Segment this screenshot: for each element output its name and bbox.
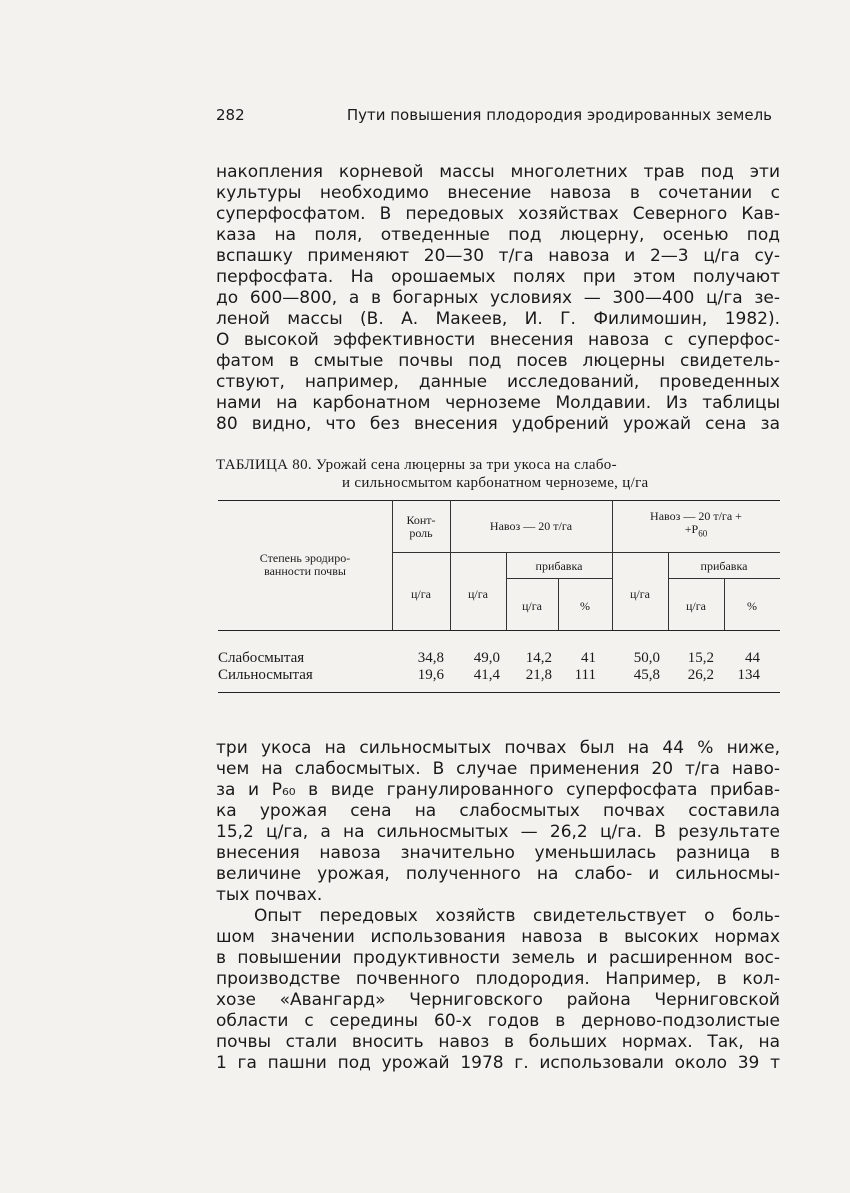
unit-manure-yield: ц/га	[467, 587, 488, 601]
header-control-line: Конт-	[406, 513, 436, 527]
unit-manure-p-yield: ц/га	[629, 587, 650, 601]
header-control-line: роль	[409, 526, 433, 540]
caption-line-2: и сильносмытом карбонатном черноземе, ц/га	[342, 475, 649, 491]
text-line: 1 га пашни под урожай 1978 г. использовали около 39 т	[216, 1053, 780, 1073]
text-line: величине урожая, полученного на слабо- и сильносмы-	[216, 864, 780, 884]
cell-manure-p-pct: 134	[737, 667, 760, 683]
cell-manure-inc: 14,2	[525, 650, 552, 666]
page-header	[216, 106, 772, 130]
text-line: области с середины 60-х годов в дерново-подзолистые	[216, 1011, 780, 1031]
unit-manure-p-pct: %	[747, 599, 757, 613]
text-line: леной массы (В. А. Макеев, И. Г. Филимошин, 1982).	[216, 309, 780, 329]
cell-manure-pct: 111	[574, 667, 596, 683]
data-table	[218, 500, 780, 700]
subhead-increase-1: прибавка	[535, 559, 583, 573]
header-divider	[506, 578, 612, 579]
text-line: ствуют, например, данные исследований, проведенных	[216, 372, 780, 392]
cell-manure-yield: 41,4	[473, 667, 500, 683]
header-manure-p-line: Навоз — 20 т/га +	[650, 509, 742, 523]
text-line: почвы стали вносить навоз в больших нормах. Так, на	[216, 1032, 780, 1052]
text-line: в повышении продуктивности земель и расширенном вос-	[216, 948, 780, 968]
unit-manure-inc: ц/га	[521, 599, 542, 613]
text-line: перфосфата. На орошаемых полях при этом получают	[216, 267, 780, 287]
text-line: хозе «Авангард» Черниговского района Черниговской	[216, 990, 780, 1010]
cell-manure-p-pct: 44	[745, 650, 760, 666]
text-line: ка урожая сена на слабосмытых почвах составила	[216, 801, 780, 821]
unit-manure-pct: %	[580, 599, 590, 613]
text-line: каза на поля, отведенные под люцерну, осенью под	[216, 225, 780, 245]
table-header-rule	[218, 630, 780, 631]
header-divider	[668, 578, 780, 579]
paragraph-3	[216, 906, 780, 1074]
header-manure: Навоз — 20 т/га	[489, 519, 573, 533]
cell-control: 34,8	[417, 650, 444, 666]
header-manure-p	[612, 510, 780, 540]
row-name: Сильносмытая	[218, 667, 313, 683]
cell-manure-p-inc: 15,2	[687, 650, 714, 666]
text-line: три укоса на сильносмытых почвах был на 44 % ниже,	[216, 738, 780, 758]
text-line: шом значении использования навоза в высоких нормах	[216, 927, 780, 947]
cell-manure-yield: 49,0	[473, 650, 500, 666]
cell-manure-p-yield: 45,8	[633, 667, 660, 683]
page-number: 282	[216, 106, 245, 124]
cell-manure-inc: 21,8	[525, 667, 552, 683]
text-line: фатом в смытые почвы под посев люцерны свидетель-	[216, 351, 780, 371]
text-line: 15,2 ц/га, а на сильносмытых — 26,2 ц/га. В результате	[216, 822, 780, 842]
unit-manure-p-inc: ц/га	[685, 599, 706, 613]
header-erosion-line: Степень эродиро-	[259, 551, 351, 565]
header-manure-p-sub: 60	[698, 528, 708, 539]
cell-manure-pct: 41	[581, 650, 596, 666]
row-name: Слабосмытая	[218, 650, 305, 666]
paragraph-1	[216, 162, 780, 435]
text-line: нами на карбонатном черноземе Молдавии. Из таблицы	[216, 393, 780, 413]
text-line: Опыт передовых хозяйств свидетельствует о боль-	[254, 906, 780, 926]
header-erosion-line: ванности почвы	[264, 564, 346, 578]
subhead-increase-2: прибавка	[700, 559, 748, 573]
table-caption	[216, 456, 776, 492]
table-bottom-rule	[218, 692, 780, 693]
header-erosion	[218, 552, 392, 578]
running-title: Пути повышения плодородия эродированных земель	[346, 106, 772, 124]
text-line: за и P₆₀ в виде гранулированного суперфосфата прибав-	[216, 780, 780, 800]
text-line: до 600—800, а в богарных условиях — 300—400 ц/га зе-	[216, 288, 780, 308]
text-line: внесения навоза значительно уменьшилась разница в	[216, 843, 780, 863]
text-line: О высокой эффективности внесения навоза с суперфос-	[216, 330, 780, 350]
text-line: накопления корневой массы многолетних трав под эти	[216, 162, 780, 182]
unit-control: ц/га	[410, 587, 431, 601]
header-manure-p-text: +P	[684, 522, 699, 536]
caption-line-1: ТАБЛИЦА 80. Урожай сена люцерны за три укоса на слабо-	[216, 457, 617, 473]
text-line: культуры необходимо внесение навоза в сочетании с	[216, 183, 780, 203]
header-control	[392, 514, 450, 540]
text-line: тых почвах.	[216, 885, 323, 905]
header-divider	[392, 552, 780, 553]
cell-manure-p-inc: 26,2	[687, 667, 714, 683]
cell-manure-p-yield: 50,0	[633, 650, 660, 666]
header-manure-p-line	[612, 523, 780, 540]
text-line: производстве почвенного плодородия. Например, в кол-	[216, 969, 780, 989]
cell-control: 19,6	[417, 667, 444, 683]
text-line: 80 видно, что без внесения удобрений урожай сена за	[216, 414, 780, 434]
table-top-rule	[218, 500, 780, 501]
text-line: вспашку применяют 20—30 т/га навоза и 2—3 ц/га су-	[216, 246, 780, 266]
text-line: суперфосфатом. В передовых хозяйствах Северного Кав-	[216, 204, 780, 224]
paragraph-2	[216, 738, 780, 906]
text-line: чем на слабосмытых. В случае применения 20 т/га наво-	[216, 759, 780, 779]
